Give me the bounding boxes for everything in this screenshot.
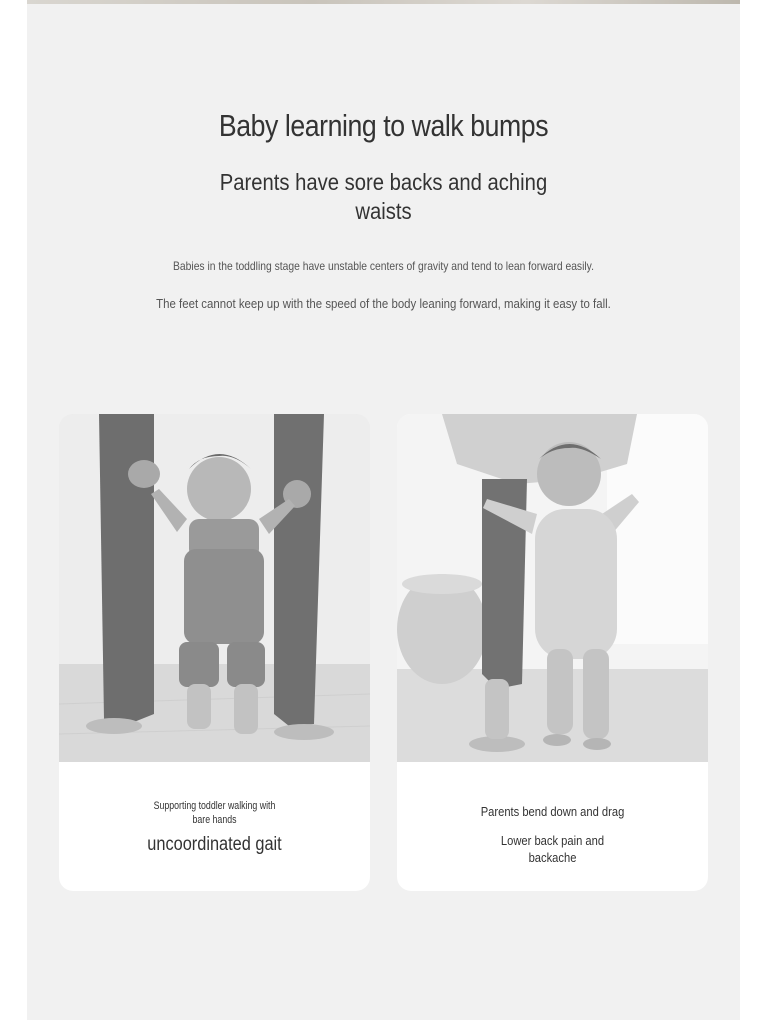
description-line-1: Babies in the toddling stage have unstable centers of gravity and tend to lean forward easily.: [173, 259, 594, 273]
caption-large: Lower back pain and backache: [500, 833, 605, 865]
content-panel: [27, 4, 740, 1020]
caption-large: uncoordinated gait: [147, 834, 282, 855]
caption-small: Supporting toddler walking with bare hands: [153, 800, 276, 826]
baby-walking-photo-icon: [59, 414, 370, 762]
caption-small: Parents bend down and drag: [480, 804, 625, 819]
page-subtitle: Parents have sore backs and aching waists: [219, 169, 548, 224]
parent-bending-photo-icon: [397, 414, 708, 762]
card-bend-down: [397, 414, 708, 891]
description-line-2: The feet cannot keep up with the speed of the body leaning forward, making it easy to fall.: [156, 296, 611, 311]
page-title: Baby learning to walk bumps: [218, 108, 549, 143]
card-bare-hands: [59, 414, 370, 891]
